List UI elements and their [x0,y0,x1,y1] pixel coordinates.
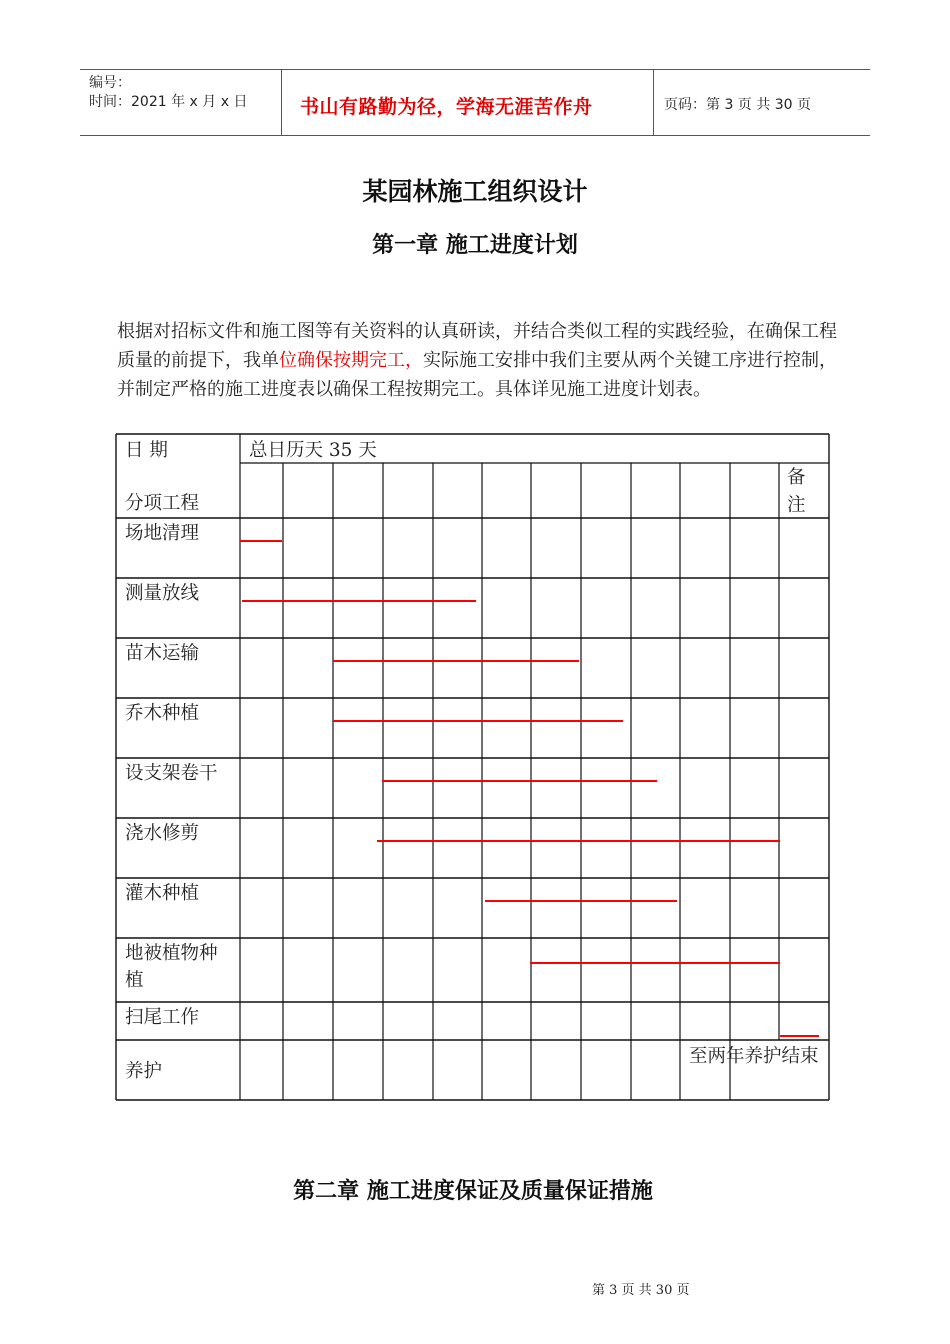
task-name-9: 扫尾工作 [125,1007,200,1028]
gantt-bar-3 [333,660,578,662]
gantt-bar-1 [240,540,282,542]
header-bottom-rule [80,135,870,136]
intro-text-1: 根据对招标文件和施工图等有关资料的认真研读，并结合类似工程的实践经验，在确保工程质量的前提下，我单 [117,321,837,371]
task-name-6: 浇水修剪 [125,823,200,844]
task-name-10: 养护 [125,1061,163,1082]
chapter-two-heading: 第二章 施工进度保证及质量保证措施 [293,1179,653,1204]
task-name-7: 灌木种植 [125,883,200,904]
task-name-5: 设支架卷干 [125,763,218,784]
header-total-days: 总日历天 35 天 [249,440,377,461]
header-subitem-label: 分项工程 [125,493,200,514]
header-top-rule [80,69,870,70]
header-divider-right [653,69,654,136]
document-title: 某园林施工组织设计 [362,177,588,206]
task-note: 至两年养护结束 [689,1046,819,1067]
intro-paragraph [117,317,837,404]
gantt-bar-9 [780,1035,819,1037]
task-name-8: 地被植物种植 [125,943,218,991]
task-name-3: 苗木运输 [125,643,200,664]
header-motto: 书山有路勤为径，学海无涯苦作舟 [300,96,593,118]
header-time: 时间：2021 年 x 月 x 日 [89,94,248,110]
gantt-bar-8 [530,962,780,964]
header-page-info: 页码：第 3 页 共 30 页 [664,97,811,113]
header-serial: 编号： [89,75,131,91]
header-date-label: 日 期 [125,440,168,461]
gantt-bar-4 [333,720,623,722]
task-name-1: 场地清理 [125,523,200,544]
gantt-bar-6 [377,840,779,842]
schedule-table [116,434,829,1100]
header-divider-left [281,69,282,136]
chapter-one-heading: 第一章 施工进度计划 [372,233,578,258]
header-remark-label: 备注 [787,467,806,516]
intro-text-2: 实际施工安排中我们主要从两个关键工序进行控制，并制定严格的施工进度表以确保工程按期完工。具体详见施工进度计划表。 [117,350,837,400]
gantt-bar-2 [242,600,475,602]
task-name-4: 乔木种植 [125,703,200,724]
page-footer: 第 3 页 共 30 页 [592,1283,690,1298]
intro-text-red: 位确保按期完工， [279,350,423,371]
gantt-bar-5 [382,780,657,782]
task-name-2: 测量放线 [125,583,200,604]
gantt-bar-7 [485,900,676,902]
